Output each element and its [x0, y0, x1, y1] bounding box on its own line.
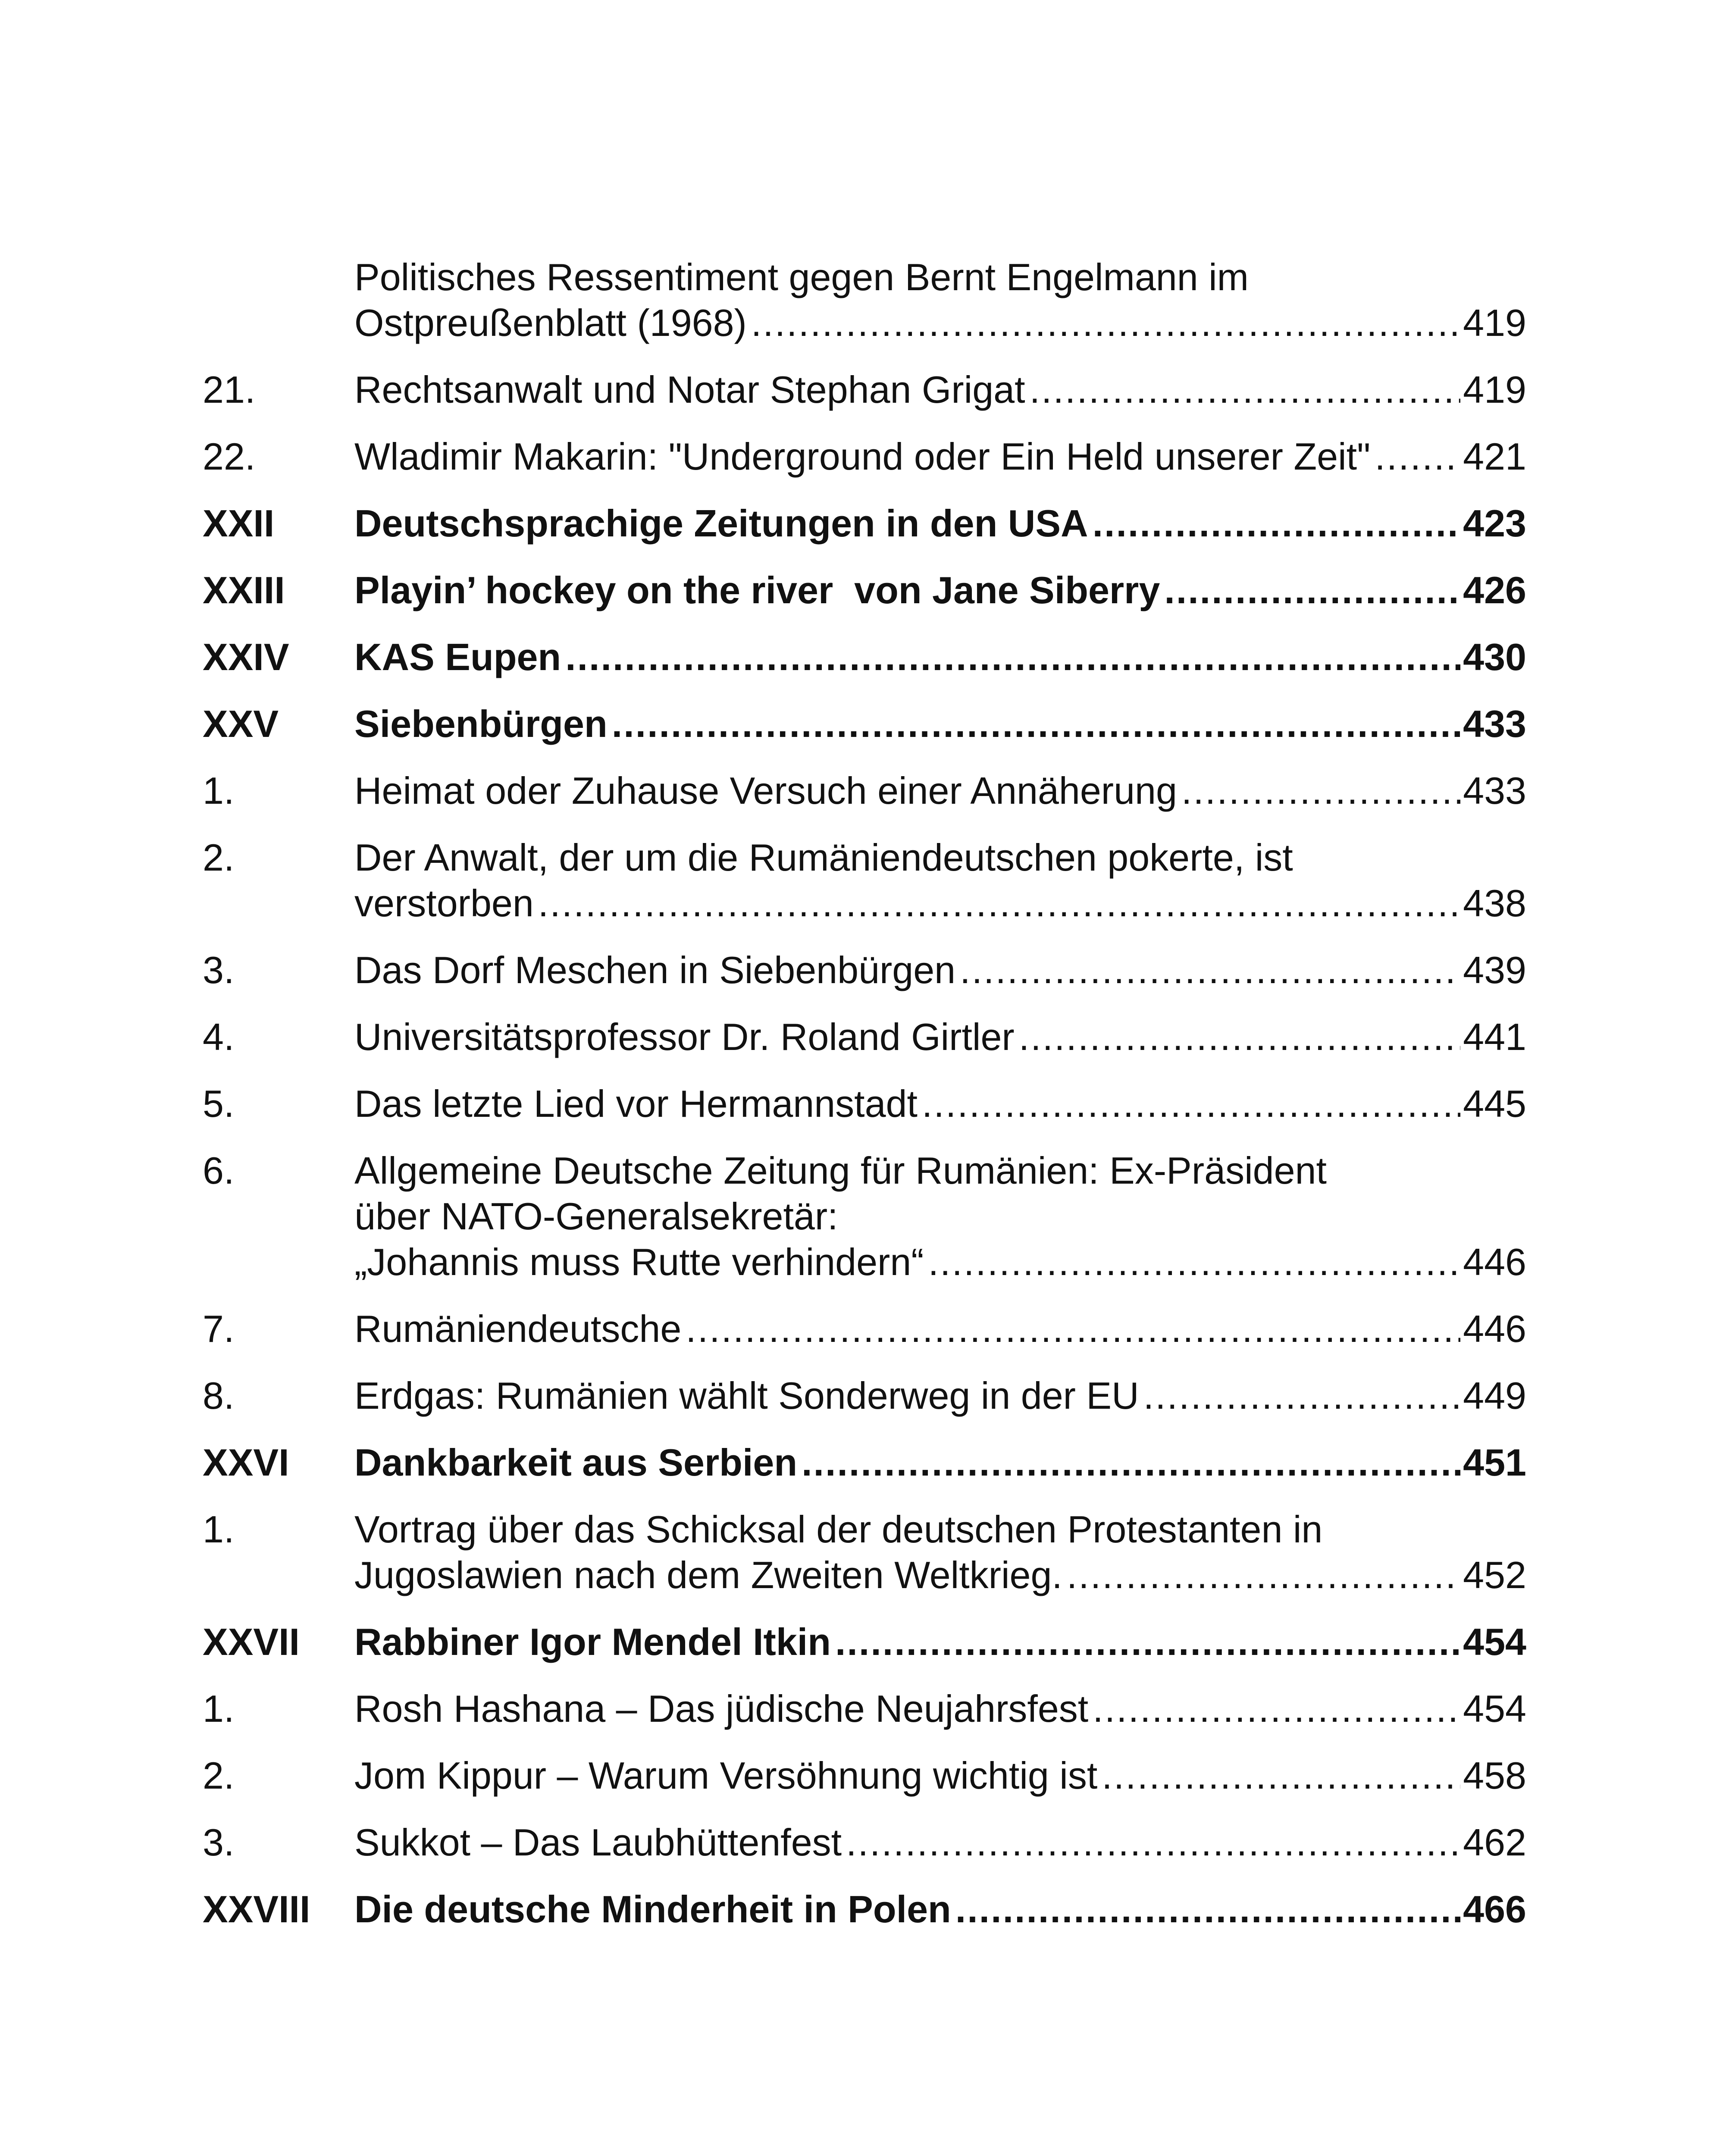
toc-page-number: 439	[1463, 949, 1526, 991]
toc-entry-number: 1.	[203, 769, 235, 812]
dot-leader	[538, 881, 1460, 926]
toc-entry-title: Rumäniendeutsche	[354, 1307, 682, 1350]
toc-entry	[203, 1081, 1526, 1127]
dot-leader	[1019, 1014, 1460, 1060]
dot-leader	[955, 1887, 1460, 1932]
dot-leader	[1093, 1686, 1460, 1732]
toc-page-number: 433	[1463, 769, 1526, 812]
toc-chapter-number: XXVIII	[203, 1888, 310, 1930]
toc-page-number: 419	[1463, 301, 1526, 344]
dot-leader	[1067, 1552, 1460, 1598]
toc-page-number: 458	[1463, 1754, 1526, 1797]
toc-entry	[203, 254, 1526, 346]
dot-leader	[612, 701, 1460, 747]
toc-entry	[203, 1753, 1526, 1799]
dot-leader	[846, 1820, 1460, 1865]
toc-entry	[203, 1148, 1526, 1285]
toc-entry-title-line: Allgemeine Deutsche Zeitung für Rumänien: Ex-Präsident	[354, 1149, 1327, 1192]
dot-leader	[565, 634, 1460, 680]
toc-chapter-number: XXIV	[203, 636, 289, 678]
toc-entry-number: 21.	[203, 368, 256, 411]
toc-entry-number: 3.	[203, 949, 235, 991]
toc-entry	[203, 835, 1526, 926]
toc-chapter-entry	[203, 701, 1526, 747]
dot-leader	[960, 947, 1460, 993]
toc-chapter-title: Deutschsprachige Zeitungen in den USA	[354, 502, 1088, 545]
toc-entry-number: 22.	[203, 435, 256, 478]
dot-leader	[1093, 501, 1461, 546]
toc-entry-title: Heimat oder Zuhause Versuch einer Annäherung	[354, 769, 1177, 812]
toc-entry	[203, 1686, 1526, 1732]
toc-entry	[203, 1507, 1526, 1598]
dot-leader	[751, 300, 1460, 346]
toc-entry-number: 5.	[203, 1082, 235, 1125]
toc-chapter-title: Dankbarkeit aus Serbien	[354, 1441, 798, 1484]
toc-entry-number: 1.	[203, 1687, 235, 1730]
toc-entry-title: Rosh Hashana – Das jüdische Neujahrsfest	[354, 1687, 1089, 1730]
toc-entry-number: 1.	[203, 1508, 235, 1551]
dot-leader	[922, 1081, 1460, 1127]
toc-entry-number: 8.	[203, 1374, 235, 1417]
toc-entry	[203, 1014, 1526, 1060]
toc-page-number: 441	[1463, 1015, 1526, 1058]
toc-page-number: 454	[1463, 1687, 1526, 1730]
dot-leader	[928, 1239, 1461, 1285]
toc-chapter-entry	[203, 567, 1526, 613]
toc-chapter-title: KAS Eupen	[354, 636, 561, 678]
dot-leader	[835, 1619, 1460, 1665]
toc-entry-title: Das Dorf Meschen in Siebenbürgen	[354, 949, 956, 991]
toc-entry-title: „Johannis muss Rutte verhindern“	[354, 1241, 924, 1283]
toc-entry-title: Rechtsanwalt und Notar Stephan Grigat	[354, 368, 1025, 411]
toc-entry	[203, 768, 1526, 814]
toc-page-number: 449	[1463, 1374, 1526, 1417]
toc-page-number: 462	[1463, 1821, 1526, 1864]
toc-chapter-title: Die deutsche Minderheit in Polen	[354, 1888, 951, 1930]
dot-leader	[802, 1440, 1460, 1485]
dot-leader	[1143, 1373, 1461, 1419]
toc-entry-title-line: über NATO-Generalsekretär:	[354, 1195, 838, 1238]
toc-entry-number: 3.	[203, 1821, 235, 1864]
dot-leader	[1102, 1753, 1460, 1799]
toc-page-number: 430	[1463, 636, 1526, 678]
toc-chapter-title: Rabbiner Igor Mendel Itkin	[354, 1620, 831, 1663]
toc-page-number: 426	[1463, 569, 1526, 611]
toc-chapter-entry	[203, 634, 1526, 680]
toc-page-number: 419	[1463, 368, 1526, 411]
toc-entry-title-line: Der Anwalt, der um die Rumäniendeutschen pokerte, ist	[354, 836, 1293, 879]
toc-entry-title: Das letzte Lied vor Hermannstadt	[354, 1082, 918, 1125]
toc-entry-number: 2.	[203, 1754, 235, 1797]
toc-page-number: 452	[1463, 1554, 1526, 1596]
toc-entry-title: Jom Kippur – Warum Versöhnung wichtig ist	[354, 1754, 1098, 1797]
toc-entry-number: 4.	[203, 1015, 235, 1058]
toc-entry-title: Sukkot – Das Laubhüttenfest	[354, 1821, 842, 1864]
toc-page-number: 451	[1463, 1441, 1526, 1484]
toc-chapter-number: XXVI	[203, 1441, 289, 1484]
toc-entry-title-line: Politisches Ressentiment gegen Bernt Engelmann im	[354, 256, 1249, 298]
toc-page-number: 433	[1463, 702, 1526, 745]
toc-entry	[203, 947, 1526, 993]
table-of-contents	[203, 254, 1526, 1953]
toc-entry	[203, 367, 1526, 413]
toc-chapter-title: Siebenbürgen	[354, 702, 608, 745]
toc-page-number: 438	[1463, 882, 1526, 924]
toc-page-number: 446	[1463, 1307, 1526, 1350]
toc-entry	[203, 1820, 1526, 1865]
toc-page-number: 446	[1463, 1241, 1526, 1283]
toc-entry	[203, 434, 1526, 479]
toc-entry-title: verstorben	[354, 882, 534, 924]
toc-chapter-number: XXII	[203, 502, 275, 545]
dot-leader	[1375, 434, 1460, 479]
toc-chapter-number: XXVII	[203, 1620, 300, 1663]
toc-chapter-entry	[203, 1887, 1526, 1932]
toc-page-number: 454	[1463, 1620, 1526, 1663]
toc-entry-title: Wladimir Makarin: "Underground oder Ein Held unserer Zeit"	[354, 435, 1371, 478]
dot-leader	[1181, 768, 1460, 814]
toc-entry	[203, 1306, 1526, 1352]
toc-chapter-entry	[203, 1440, 1526, 1485]
toc-page-number: 421	[1463, 435, 1526, 478]
toc-entry-title: Ostpreußenblatt (1968)	[354, 301, 747, 344]
dot-leader	[1164, 567, 1460, 613]
toc-entry-title: Universitätsprofessor Dr. Roland Girtler	[354, 1015, 1015, 1058]
toc-chapter-entry	[203, 1619, 1526, 1665]
toc-page-number: 466	[1463, 1888, 1526, 1930]
toc-entry-title: Jugoslawien nach dem Zweiten Weltkrieg.	[354, 1554, 1062, 1596]
toc-entry-number: 6.	[203, 1149, 235, 1192]
toc-chapter-entry	[203, 501, 1526, 546]
toc-entry-title-line: Vortrag über das Schicksal der deutschen Protestanten in	[354, 1508, 1323, 1551]
toc-page-number: 423	[1463, 502, 1526, 545]
toc-chapter-number: XXV	[203, 702, 279, 745]
toc-entry-number: 7.	[203, 1307, 235, 1350]
toc-chapter-number: XXIII	[203, 569, 285, 611]
toc-page-number: 445	[1463, 1082, 1526, 1125]
toc-entry	[203, 1373, 1526, 1419]
toc-entry-title: Erdgas: Rumänien wählt Sonderweg in der EU	[354, 1374, 1139, 1417]
toc-entry-number: 2.	[203, 836, 235, 879]
dot-leader	[1030, 367, 1461, 413]
dot-leader	[686, 1306, 1460, 1352]
toc-chapter-title: Playin’ hockey on the river von Jane Siberry	[354, 569, 1160, 611]
